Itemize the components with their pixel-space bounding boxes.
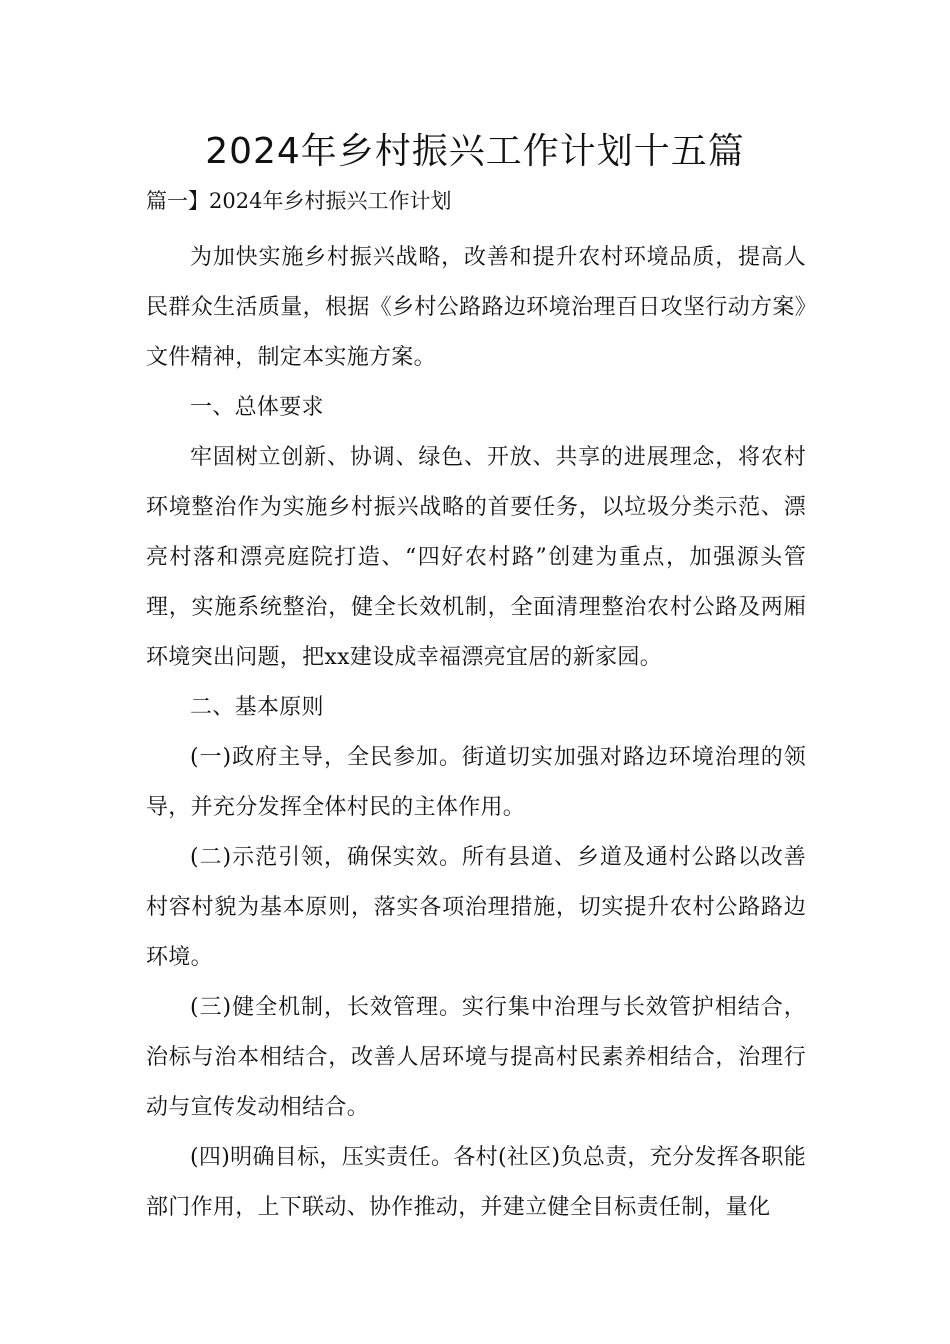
document-body [146,233,806,1233]
document-title: 2024年乡村振兴工作计划十五篇 [205,131,745,172]
paragraph-principle-3: (三)健全机制，长效管理。实行集中治理与长效管护相结合，治标与治本相结合，改善人居环境与提高村民素养相结合，治理行动与宣传发动相结合。 [146,995,806,1120]
paragraph-intro: 为加快实施乡村振兴战略，改善和提升农村环境品质，提高人民群众生活质量，根据《乡村公路路边环境治理百日攻坚行动方案》文件精神，制定本实施方案。 [146,245,806,370]
section-heading: 篇一】2024年乡村振兴工作计划 [146,189,452,213]
paragraph-principle-1: (一)政府主导，全民参加。街道切实加强对路边环境治理的领导，并充分发挥全体村民的主体作用。 [146,745,806,820]
heading-basic-principles: 二、基本原则 [190,695,324,720]
heading-general-requirements: 一、总体要求 [190,395,324,420]
paragraph-principle-2: (二)示范引领，确保实效。所有县道、乡道及通村公路以改善村容村貌为基本原则，落实各项治理措施，切实提升农村公路路边环境。 [146,845,806,970]
paragraph-general-requirements: 牢固树立创新、协调、绿色、开放、共享的进展理念，将农村环境整治作为实施乡村振兴战略的首要任务，以垃圾分类示范、漂亮村落和漂亮庭院打造、“四好农村路”创建为重点，加强源头管理，实施系统整治，健全长效机制，全面清理整治农村公路及两厢环境突出问题，把xx建设成幸福漂亮宜居的新家园。 [146,445,806,670]
paragraph-principle-4: (四)明确目标，压实责任。各村(社区)负总责，充分发挥各职能部门作用，上下联动、协作推动，并建立健全目标责任制，量化 [146,1145,806,1220]
